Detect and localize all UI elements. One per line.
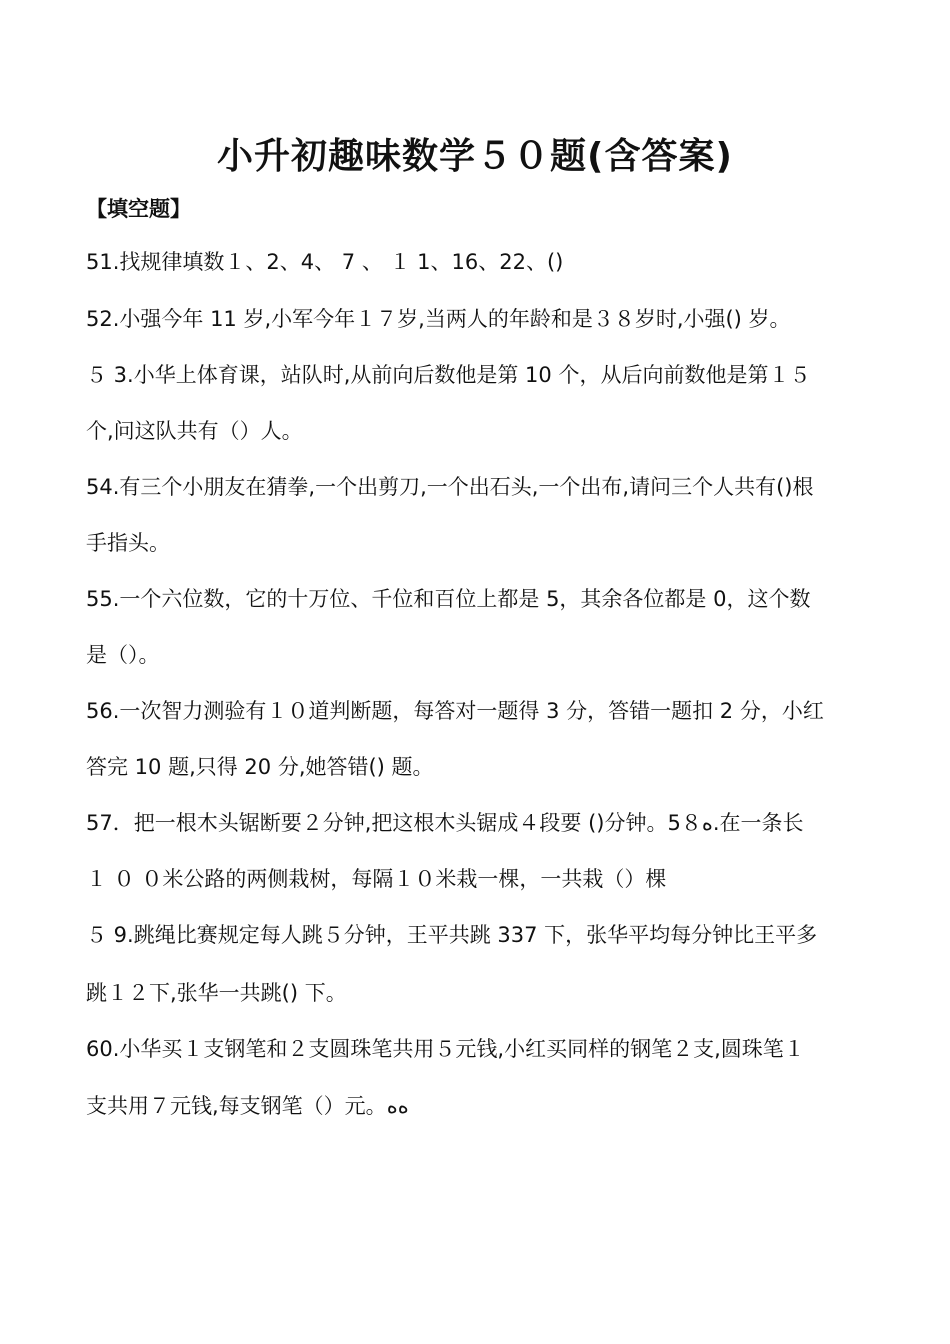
question-51-line: 51.找规律填数１、2、4、 7 、 １ 1、16、22、() [86, 250, 564, 274]
question-59-line-2: 跳１２下,张华一共跳() 下。 [86, 981, 347, 1005]
question-54-line-1: 54.有三个小朋友在猜拳,一个出剪刀,一个出石头,一个出布,请问三个人共有()根 [86, 475, 814, 499]
question-54-line-2: 手指头。 [86, 531, 170, 555]
question-57-58-line-1: 57．把一根木头锯断要２分钟,把这根木头锯成４段要 ()分钟。5８ﻩ.在一条长 [86, 811, 804, 835]
question-53-line-2: 个,问这队共有（）人。 [86, 419, 303, 443]
document-title: 小升初趣味数学５０题(含答案) [217, 136, 733, 177]
question-59-line-1: ５ 9.跳绳比赛规定每人跳５分钟，王平共跳 337 下，张华平均每分钟比王平多 [86, 923, 818, 947]
question-60-line-1: 60.小华买１支钢笔和２支圆珠笔共用５元钱,小红买同样的钢笔２支,圆珠笔１ [86, 1037, 805, 1061]
question-53-line-1: ５ 3.小华上体育课，站队时,从前向后数他是第 10 个，从后向前数他是第１５ [86, 363, 811, 387]
question-56-line-2: 答完 10 题,只得 20 分,她答错() 题。 [86, 755, 434, 779]
section-label: 【填空题】 [86, 197, 191, 221]
question-52-line: 52.小强今年 11 岁,小军今年１７岁,当两人的年龄和是３８岁时,小强() 岁。 [86, 307, 791, 331]
question-55-line-2: 是（）。 [86, 643, 160, 667]
question-58-line-2: １ ０ ０米公路的两侧栽树，每隔１０米栽一棵，一共栽（）棵 [86, 867, 667, 891]
question-60-line-2: 支共用７元钱,每支钢笔（）元。ﻩﻩ [86, 1094, 409, 1118]
question-55-line-1: 55.一个六位数，它的十万位、千位和百位上都是 5，其余各位都是 0，这个数 [86, 587, 811, 611]
question-56-line-1: 56.一次智力测验有１０道判断题，每答对一题得 3 分，答错一题扣 2 分，小红 [86, 699, 824, 723]
